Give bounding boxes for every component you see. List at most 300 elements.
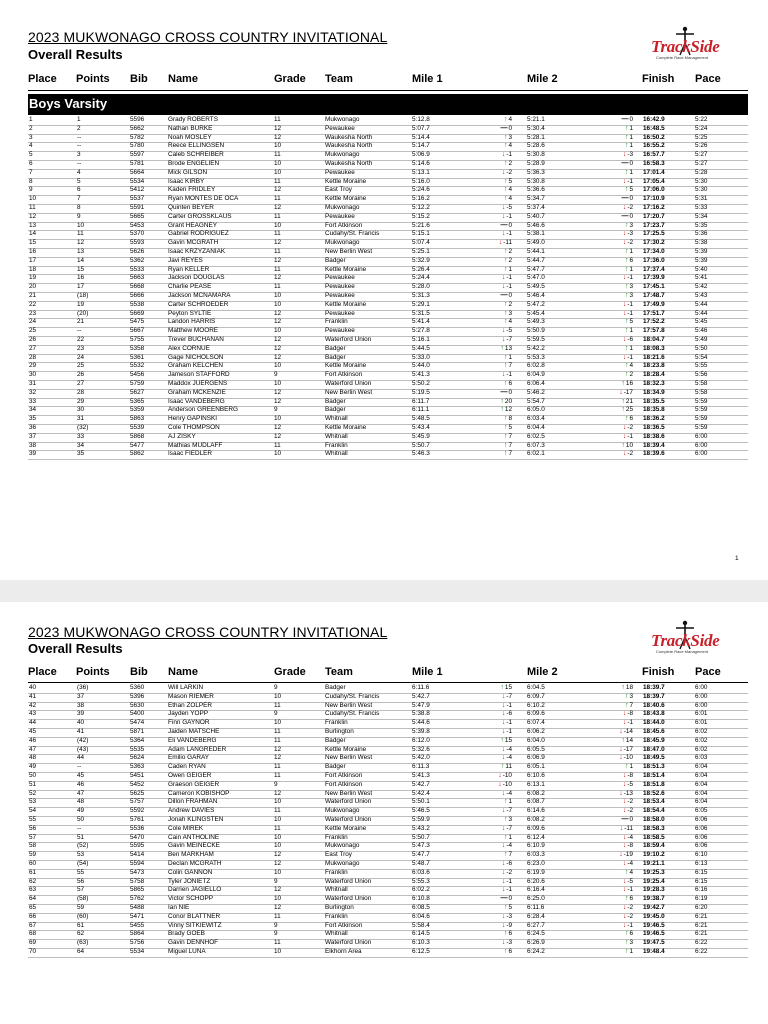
mile1-change-cell xyxy=(482,134,512,143)
change-value: 6 xyxy=(629,415,633,423)
col-grade: Grade xyxy=(274,73,306,85)
team-cell: Kettle Moraine xyxy=(325,177,367,185)
column-header-row xyxy=(0,72,768,90)
name-cell: Trever BUCHANAN xyxy=(168,336,224,343)
col-place: Place xyxy=(28,666,57,678)
mile1-change-cell xyxy=(482,213,512,222)
table-row xyxy=(0,292,768,301)
pace-cell: 5:45 xyxy=(695,318,708,326)
bib-cell: 5757 xyxy=(130,798,145,806)
table-row xyxy=(0,301,768,310)
pace-cell: 5:28 xyxy=(695,168,708,176)
points-cell: 15 xyxy=(77,265,85,273)
change-value: -1 xyxy=(506,212,512,220)
mile2-cell: 6:27.7 xyxy=(527,921,545,929)
change-value: -4 xyxy=(506,745,512,753)
bib-cell: 5755 xyxy=(130,336,145,343)
mile1-cell: 5:50.7 xyxy=(412,833,430,841)
place-cell: 65 xyxy=(29,904,37,911)
change-value: -1 xyxy=(506,701,512,709)
mile2-change-cell xyxy=(597,213,633,222)
points-cell: -- xyxy=(77,142,82,150)
change-value: -1 xyxy=(627,432,633,440)
change-value: -6 xyxy=(627,336,633,343)
points-cell: 25 xyxy=(77,362,85,370)
grade-cell: 11 xyxy=(274,728,281,735)
finish-cell: 16:57.7 xyxy=(643,151,665,159)
table-row xyxy=(0,913,768,922)
pace-cell: 5:31 xyxy=(695,195,708,203)
change-value: 0 xyxy=(508,292,512,299)
place-cell: 22 xyxy=(29,300,37,308)
arrow-up-icon: ↑ xyxy=(624,868,629,876)
mile2-change-cell xyxy=(597,842,633,851)
pace-cell: 5:38 xyxy=(695,239,708,247)
points-cell: 14 xyxy=(77,256,85,264)
finish-cell: 17:01.4 xyxy=(643,168,665,176)
grade-cell: 10 xyxy=(274,142,282,150)
pace-cell: 6:13 xyxy=(695,860,708,867)
table-row xyxy=(0,922,768,931)
arrow-down-icon: ↓ xyxy=(619,851,623,859)
finish-cell: 18:47.0 xyxy=(643,745,665,753)
place-cell: 21 xyxy=(29,292,37,299)
mile2-cell: 5:44.7 xyxy=(527,256,545,264)
pace-cell: 6:03 xyxy=(695,754,708,762)
mile1-cell: 5:50.1 xyxy=(412,798,430,806)
team-cell: Burlington xyxy=(325,728,354,735)
mile1-change-cell xyxy=(482,913,512,922)
place-cell: 69 xyxy=(29,939,37,947)
change-value: -1 xyxy=(506,151,512,159)
arrow-up-icon: ↑ xyxy=(503,833,508,841)
finish-cell: 19:46.5 xyxy=(643,921,665,929)
change-value: 15 xyxy=(504,684,512,691)
change-value: -17 xyxy=(623,745,633,753)
grade-cell: 10 xyxy=(274,168,282,176)
grade-cell: 12 xyxy=(274,274,282,282)
finish-cell: 18:32.3 xyxy=(643,380,665,387)
place-cell: 35 xyxy=(29,415,37,423)
arrow-down-icon: ↓ xyxy=(622,798,627,806)
bib-cell: 5759 xyxy=(130,380,145,387)
mile2-cell: 5:49.3 xyxy=(527,318,545,326)
arrow-up-icon: ↑ xyxy=(621,736,625,744)
arrow-up-icon: ↑ xyxy=(503,195,508,203)
mile2-cell: 6:05.0 xyxy=(527,406,545,414)
pace-cell: 5:24 xyxy=(695,124,708,132)
bib-cell: 5414 xyxy=(130,851,145,859)
arrow-up-icon: ↑ xyxy=(503,450,508,458)
finish-cell: 19:45.0 xyxy=(643,912,665,920)
col-team: Team xyxy=(325,666,353,678)
mile2-change-cell xyxy=(597,424,633,433)
place-cell: 56 xyxy=(29,824,37,832)
finish-cell: 17:37.4 xyxy=(643,265,665,273)
grade-cell: 12 xyxy=(274,886,282,894)
results-page-2 xyxy=(0,602,768,1024)
mile1-cell: 5:59.9 xyxy=(412,816,430,823)
finish-cell: 18:23.8 xyxy=(643,362,665,370)
change-value: -7 xyxy=(506,336,512,343)
points-cell: 17 xyxy=(77,283,85,291)
arrow-down-icon: ↓ xyxy=(498,780,502,788)
grade-cell: 11 xyxy=(274,772,281,779)
arrow-down-icon: ↓ xyxy=(501,807,506,815)
mile1-cell: 5:31.3 xyxy=(412,292,430,299)
change-value: -5 xyxy=(506,327,512,335)
points-cell: -- xyxy=(77,763,82,771)
name-cell: Ethan ZOLPER xyxy=(168,701,213,709)
dash-icon: — xyxy=(621,160,629,167)
mile2-change-cell xyxy=(597,772,633,781)
change-value: -1 xyxy=(506,719,512,727)
grade-cell: 12 xyxy=(274,860,282,867)
points-cell: 48 xyxy=(77,798,85,806)
table-row xyxy=(0,763,768,772)
arrow-down-icon: ↓ xyxy=(501,789,506,797)
bib-cell: 5626 xyxy=(130,248,145,255)
change-value: 3 xyxy=(629,939,633,947)
change-value: 6 xyxy=(508,948,512,955)
change-value: -4 xyxy=(506,842,512,850)
mile1-cell: 5:41.4 xyxy=(412,318,430,326)
arrow-down-icon: ↓ xyxy=(501,274,506,282)
grade-cell: 11 xyxy=(274,283,281,291)
team-cell: Whitnall xyxy=(325,886,348,894)
grade-cell: 9 xyxy=(274,780,278,788)
arrow-up-icon: ↑ xyxy=(503,432,508,440)
mile1-cell: 5:16.2 xyxy=(412,195,430,203)
grade-cell: 11 xyxy=(274,177,281,185)
place-cell: 32 xyxy=(29,388,37,396)
place-cell: 53 xyxy=(29,798,37,806)
name-cell: Brady GOEB xyxy=(168,930,205,938)
name-cell: Mason RIEMER xyxy=(168,692,214,700)
bib-cell: 5537 xyxy=(130,195,145,203)
bib-cell: 5452 xyxy=(130,780,145,788)
arrow-down-icon: ↓ xyxy=(498,239,503,247)
dash-icon: — xyxy=(500,221,508,229)
mile2-change-cell xyxy=(597,230,633,239)
grade-cell: 10 xyxy=(274,362,282,370)
mile2-cell: 6:28.4 xyxy=(527,912,545,920)
team-cell: Kettle Moraine xyxy=(325,824,367,832)
change-value: -3 xyxy=(627,230,633,238)
place-cell: 25 xyxy=(29,327,37,335)
change-value: -1 xyxy=(627,353,633,361)
mile1-cell: 5:24.4 xyxy=(412,274,430,282)
arrow-down-icon: ↓ xyxy=(619,789,623,797)
name-cell: Mick GILSON xyxy=(168,168,208,176)
grade-cell: 12 xyxy=(274,336,282,343)
mile1-cell: 6:11.7 xyxy=(412,397,430,405)
bib-cell: 5470 xyxy=(130,833,145,841)
mile1-cell: 6:10.8 xyxy=(412,895,430,903)
mile1-change-cell xyxy=(482,283,512,292)
points-cell: 44 xyxy=(77,754,85,762)
name-cell: Finn GAYNOR xyxy=(168,719,210,727)
mile2-cell: 5:47.0 xyxy=(527,274,545,282)
table-row xyxy=(0,222,768,231)
mile2-change-cell xyxy=(597,239,633,248)
bib-cell: 5782 xyxy=(130,133,145,141)
arrow-down-icon: ↓ xyxy=(501,692,506,700)
mile2-cell: 5:36.6 xyxy=(527,186,545,194)
points-cell: 23 xyxy=(77,344,85,352)
table-row xyxy=(0,142,768,151)
bib-cell: 5534 xyxy=(130,948,145,955)
pace-cell: 5:58 xyxy=(695,380,708,387)
table-row xyxy=(0,948,768,957)
table-row xyxy=(0,860,768,869)
team-cell: Cudahy/St. Francis xyxy=(325,692,380,700)
arrow-down-icon: ↓ xyxy=(622,336,627,343)
pace-cell: 5:30 xyxy=(695,186,708,194)
name-cell: Nathan BURKE xyxy=(168,124,213,132)
points-cell: 19 xyxy=(77,300,85,308)
mile2-cell: 6:20.6 xyxy=(527,877,545,885)
mile2-change-cell xyxy=(597,362,633,371)
change-value: 1 xyxy=(629,763,633,771)
pace-cell: 5:22 xyxy=(695,116,708,123)
logo-tagline: Complete Race Management xyxy=(656,55,709,60)
mile1-change-cell xyxy=(482,442,512,451)
name-cell: Alex CORNUE xyxy=(168,344,210,352)
bib-cell: 5625 xyxy=(130,789,145,797)
pace-cell: 5:59 xyxy=(695,415,708,423)
mile1-change-cell xyxy=(482,195,512,204)
team-cell: Mukwonago xyxy=(325,116,360,123)
name-cell: Victor SCHOPP xyxy=(168,895,213,903)
place-cell: 20 xyxy=(29,283,37,291)
arrow-down-icon: ↓ xyxy=(501,824,506,832)
mile2-cell: 6:16.4 xyxy=(527,886,545,894)
mile1-cell: 5:42.4 xyxy=(412,789,430,797)
mile2-cell: 6:06.2 xyxy=(527,728,545,735)
mile1-change-cell xyxy=(482,345,512,354)
arrow-down-icon: ↓ xyxy=(501,868,506,876)
bib-cell: 5666 xyxy=(130,292,145,299)
team-cell: Kettle Moraine xyxy=(325,362,367,370)
place-cell: 64 xyxy=(29,895,37,903)
pace-cell: 5:59 xyxy=(695,424,708,431)
finish-cell: 18:04.7 xyxy=(643,336,665,343)
grade-cell: 12 xyxy=(274,318,282,326)
grade-cell: 10 xyxy=(274,692,282,700)
points-cell: 41 xyxy=(77,728,85,735)
grade-cell: 12 xyxy=(274,432,282,440)
grade-cell: 9 xyxy=(274,930,278,938)
table-row xyxy=(0,904,768,913)
points-cell: 21 xyxy=(77,318,85,326)
table-row xyxy=(0,781,768,790)
team-cell: Pewaukee xyxy=(325,327,355,335)
change-value: -3 xyxy=(506,939,512,947)
logo-wordmark: TrackSide xyxy=(651,631,720,650)
pace-cell: 6:21 xyxy=(695,921,708,929)
arrow-up-icon: ↑ xyxy=(621,397,625,405)
bib-cell: 5664 xyxy=(130,168,145,176)
place-cell: 54 xyxy=(29,807,37,815)
bib-cell: 5488 xyxy=(130,904,145,911)
col-mile2: Mile 2 xyxy=(527,73,558,85)
col-team: Team xyxy=(325,73,353,85)
pace-cell: 5:33 xyxy=(695,204,708,211)
finish-cell: 18:39.7 xyxy=(643,684,665,691)
finish-cell: 19:21.1 xyxy=(643,860,665,867)
mile1-change-cell xyxy=(482,450,512,459)
change-value: -1 xyxy=(506,283,512,291)
grade-cell: 11 xyxy=(274,230,281,238)
team-cell: Mukwonago xyxy=(325,842,360,850)
place-cell: 47 xyxy=(29,745,37,753)
name-cell: Vinny SITKIEWITZ xyxy=(168,921,222,929)
mile1-cell: 5:44.6 xyxy=(412,719,430,727)
change-value: 1 xyxy=(629,248,633,255)
arrow-down-icon: ↓ xyxy=(619,728,623,735)
team-cell: Badger xyxy=(325,763,346,771)
mile1-change-cell xyxy=(482,274,512,283)
team-cell: Cudahy/St. Francis xyxy=(325,710,380,718)
points-cell: (20) xyxy=(77,309,89,317)
mile1-cell: 5:27.8 xyxy=(412,327,430,335)
name-cell: Grant HEAGNEY xyxy=(168,221,218,229)
mile1-change-cell xyxy=(482,204,512,213)
name-cell: Cole MIREK xyxy=(168,824,204,832)
change-value: 1 xyxy=(629,948,633,955)
name-cell: Declan MCGRATH xyxy=(168,860,222,867)
mile2-change-cell xyxy=(597,354,633,363)
name-cell: Isaac VANDEBERG xyxy=(168,397,225,405)
change-value: 6 xyxy=(629,256,633,264)
mile2-change-cell xyxy=(597,939,633,948)
change-value: 3 xyxy=(629,221,633,229)
change-value: -2 xyxy=(627,204,633,211)
finish-cell: 19:25.3 xyxy=(643,868,665,876)
grade-cell: 11 xyxy=(274,265,281,273)
mile1-change-cell xyxy=(482,728,512,737)
place-cell: 46 xyxy=(29,736,37,744)
arrow-down-icon: ↓ xyxy=(622,309,627,317)
name-cell: Cole THOMPSON xyxy=(168,424,220,431)
pace-cell: 5:40 xyxy=(695,265,708,273)
finish-cell: 18:35.8 xyxy=(643,406,665,414)
header-divider xyxy=(28,682,748,683)
arrow-down-icon: ↓ xyxy=(501,283,506,291)
finish-cell: 17:05.4 xyxy=(643,177,665,185)
arrow-down-icon: ↓ xyxy=(501,912,506,920)
arrow-up-icon: ↑ xyxy=(503,441,508,449)
points-cell: -- xyxy=(77,824,82,832)
points-cell: 5 xyxy=(77,177,81,185)
table-row xyxy=(0,878,768,887)
arrow-down-icon: ↓ xyxy=(622,432,627,440)
table-row xyxy=(0,406,768,415)
pace-cell: 6:06 xyxy=(695,816,708,823)
mile1-cell: 5:25.1 xyxy=(412,248,430,255)
mile2-change-cell xyxy=(597,292,633,301)
bib-cell: 5662 xyxy=(130,124,145,132)
pace-cell: 6:01 xyxy=(695,710,708,718)
finish-cell: 16:48.5 xyxy=(643,124,665,132)
change-value: -1 xyxy=(506,230,512,238)
change-value: 6 xyxy=(629,930,633,938)
points-cell: (42) xyxy=(77,736,89,744)
bib-cell: 5594 xyxy=(130,860,145,867)
name-cell: Graham MCKENZIE xyxy=(168,388,226,396)
mile2-change-cell xyxy=(597,310,633,319)
change-value: -8 xyxy=(627,772,633,779)
name-cell: Gavin MCGRATH xyxy=(168,239,219,247)
change-value: 2 xyxy=(629,371,633,379)
arrow-up-icon: ↑ xyxy=(624,168,629,176)
team-cell: East Troy xyxy=(325,186,352,194)
points-cell: 24 xyxy=(77,353,85,361)
change-value: -4 xyxy=(506,754,512,762)
mile2-cell: 5:47.7 xyxy=(527,265,545,273)
place-cell: 59 xyxy=(29,851,37,859)
team-cell: Badger xyxy=(325,256,346,264)
grade-cell: 12 xyxy=(274,754,282,762)
mile1-change-cell xyxy=(482,327,512,336)
mile1-change-cell xyxy=(482,415,512,424)
bib-cell: 5358 xyxy=(130,344,145,352)
table-row xyxy=(0,371,768,380)
bib-cell: 5663 xyxy=(130,274,145,282)
bib-cell: 5669 xyxy=(130,309,145,317)
change-value: 20 xyxy=(504,397,512,405)
pace-cell: 5:44 xyxy=(695,309,708,317)
mile1-change-cell xyxy=(482,310,512,319)
name-cell: Isaac KRZYZANIAK xyxy=(168,248,226,255)
arrow-down-icon: ↓ xyxy=(619,754,623,762)
change-value: -1 xyxy=(627,921,633,929)
points-cell: 59 xyxy=(77,904,85,911)
change-value: -14 xyxy=(623,728,633,735)
mile2-cell: 5:28.1 xyxy=(527,133,545,141)
change-value: 4 xyxy=(508,195,512,203)
team-cell: Fort Atkinson xyxy=(325,772,363,779)
change-value: -2 xyxy=(627,424,633,431)
arrow-up-icon: ↑ xyxy=(624,133,629,141)
bib-cell: 5365 xyxy=(130,397,145,405)
change-value: 0 xyxy=(629,116,633,123)
mile2-cell: 5:46.2 xyxy=(527,388,545,396)
team-cell: Waterford Union xyxy=(325,336,372,343)
dash-icon: — xyxy=(500,124,508,132)
change-value: 3 xyxy=(508,816,512,823)
trackside-logo xyxy=(648,622,744,660)
finish-cell: 18:21.6 xyxy=(643,353,665,361)
mile1-change-cell xyxy=(482,851,512,860)
grade-cell: 12 xyxy=(274,239,282,247)
bib-cell: 5596 xyxy=(130,116,145,123)
mile2-cell: 5:49.0 xyxy=(527,239,545,247)
pace-cell: 5:27 xyxy=(695,151,708,159)
grade-cell: 9 xyxy=(274,406,278,414)
name-cell: Grady ROBERTS xyxy=(168,116,218,123)
finish-cell: 16:50.2 xyxy=(643,133,665,141)
points-cell: 12 xyxy=(77,239,85,247)
mile2-cell: 5:53.3 xyxy=(527,353,545,361)
points-cell: 57 xyxy=(77,886,85,894)
arrow-up-icon: ↑ xyxy=(503,930,508,938)
bib-cell: 5360 xyxy=(130,684,145,691)
arrow-down-icon: ↓ xyxy=(622,177,627,185)
arrow-up-icon: ↑ xyxy=(500,344,504,352)
mile1-cell: 5:44.5 xyxy=(412,344,430,352)
